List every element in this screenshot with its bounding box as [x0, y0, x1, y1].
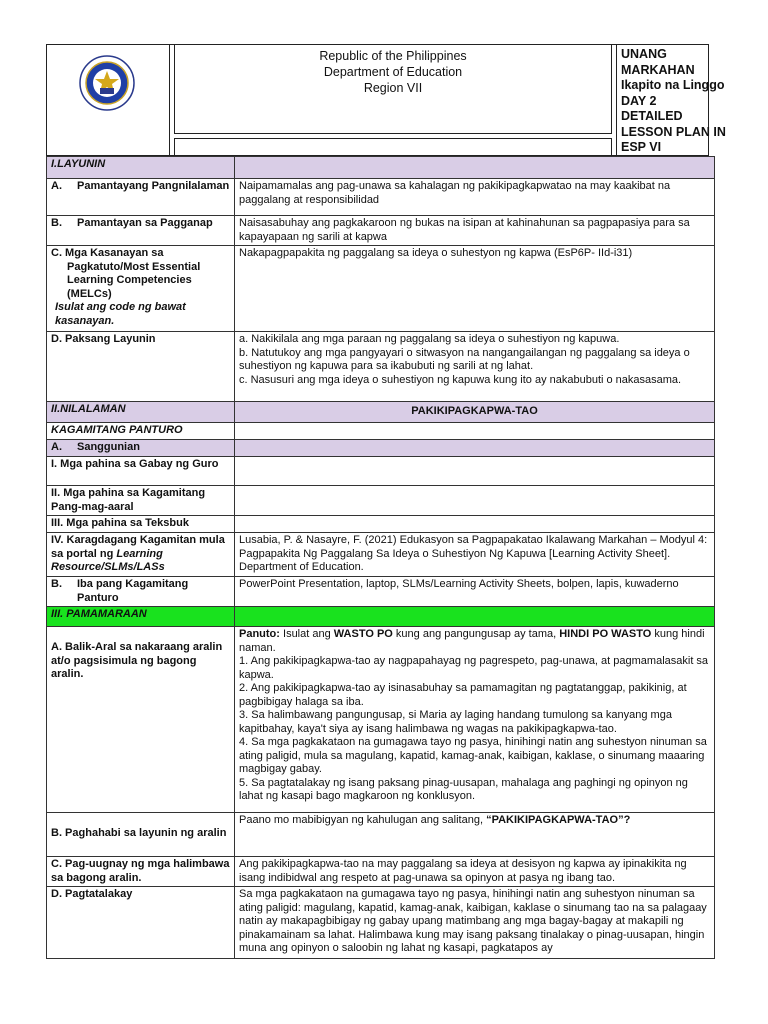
table-row	[47, 813, 715, 857]
table-row	[47, 533, 715, 577]
karagdagang-kagamitan-label: IV. Karagdagang Kagamitan mula sa portal ng Learning Resource/SLMs/LASs	[47, 533, 235, 577]
table-row	[47, 457, 715, 486]
section-heading-layunin: I.LAYUNIN	[47, 157, 235, 179]
kagamitang-mag-aaral-label: II. Mga pahina sa Kagamitang Pang-mag-aaral	[47, 486, 235, 516]
karagdagang-kagamitan-value: Lusabia, P. & Nasayre, F. (2021) Edukasyon sa Pagpapakatao Ikalawang Markahan – Modyul 4: Pagpapakita Ng Paggalang Sa Ideya o Suhestiyon Ng Kapuwa [Learning Activity Sheet]. Department of Education.	[235, 533, 715, 577]
list-item: 5. Sa pagtatalakay ng isang paksang pinag-uusapan, mahalaga ang paghingi ng opinyon ng lahat ng kasapi bago magkaroon ng konklusyon.	[239, 776, 688, 802]
table-row	[47, 486, 715, 516]
table-row	[47, 857, 715, 887]
list-item: 2. Ang pakikipagkapwa-tao ay isinasabuhay sa pamamagitan ng pagtatanggap, pakikinig, at pagbibigay halaga sa iba.	[239, 682, 687, 708]
teksbuk-label: III. Mga pahina sa Teksbuk	[47, 516, 235, 533]
list-item: 1. Ang pakikipagkapwa-tao ay nagpapahayag ng pagrespeto, pag-unawa, at pagmamalasakit sa kapwa.	[239, 655, 709, 681]
pag-uugnay-value: Ang pakikipagkapwa-tao na may paggalang sa ideya at desisyon ng kapwa ay ipinakikita ng isang indibidwal ang respeto at pag-unawa sa opinyon at pasya ng ibang tao.	[235, 857, 715, 887]
department-line: Department of Education	[323, 65, 463, 79]
pamantayang-pangnilalaman-label: A. Pamantayang Pangnilalaman	[47, 179, 235, 216]
pamantayang-pangnilalaman-value: Naipamamalas ang pag-unawa sa kahalagan ng pakikipagkapwatao na may kaakibat na paggalang at responsibilidad	[235, 179, 715, 216]
table-row	[47, 627, 715, 813]
quarter-line-1: UNANG	[621, 47, 667, 61]
quarter-line-2: MARKAHAN	[621, 62, 695, 77]
agency-heading	[175, 48, 611, 96]
region-line: Region VII	[363, 81, 423, 95]
table-row	[47, 216, 715, 246]
header-center-cell	[170, 45, 616, 155]
plan-type-line-1: DETAILED	[621, 109, 683, 123]
sanggunian-label: A. Sanggunian	[47, 440, 235, 457]
paghahabi-label: B. Paghahabi sa layunin ng aralin	[47, 813, 235, 857]
section-heading-pamamaraan: III. PAMAMARAAN	[47, 607, 235, 627]
day-line: DAY 2	[621, 93, 657, 108]
table-row	[47, 157, 715, 179]
pag-uugnay-label: C. Pag-uugnay ng mga halimbawa sa bagong aralin.	[47, 857, 235, 887]
subject-line: ESP VI	[621, 140, 662, 154]
week-line: Ikapito na Linggo	[621, 78, 725, 92]
list-item: 4. Sa mga pagkakataon na gumagawa tayo ng pasya, hinihingi natin ang suhestyon ninuman sa ating paligid, mula sa magulang, kapatid, kamag-anak, kaibigan, kaklase, o sinumang maaaring magbigay gabay.	[239, 736, 707, 775]
table-row	[47, 887, 715, 959]
pamantayan-sa-pagganap-label: B. Pamantayan sa Pagganap	[47, 216, 235, 246]
pagtatalakay-value: Sa mga pagkakataon na gumagawa tayo ng pasya, hinihingi natin ang suhestyon ninuman sa ating paligid: magulang, kapatid, kamag-anak, kaibigan, kaklase o sinumang tao na sa palagaay natin ay makapagbibigay ng gabay upang matimbang ang mga bagay-bagay at makapili ng pinakamainam sa lahat. Halimbawa kung may isang paksang tinalakay o pinag-uusapan, hingin muna ang opinyon o saloobin ng lahat ng kasapi, pagkatapos ay	[235, 887, 715, 959]
table-row	[47, 179, 715, 216]
logo-cell	[47, 45, 170, 155]
iba-pang-kagamitan-value: PowerPoint Presentation, laptop, SLMs/Learning Activity Sheets, bolpen, lapis, kuwaderno	[235, 577, 715, 607]
melc-note: Isulat ang code ng bawat kasanayan.	[55, 301, 186, 327]
lesson-info-cell	[616, 45, 726, 155]
melc-label: C. Mga Kasanayan sa Pagkatuto/Most Essential Learning Competencies (MELCs) Isulat ang code ng bawat kasanayan.	[47, 246, 235, 332]
list-item: b. Natutukoy ang mga pangyayari o sitwasyon na nangangailangan ng paggalang sa ideya o suhestiyon ng kapuwa para sa ikabubuti ng sarili at ng lahat.	[239, 346, 690, 372]
deped-seal-logo	[79, 55, 135, 111]
table-row	[47, 246, 715, 332]
table-row	[47, 516, 715, 533]
kagamitang-panturo-label: KAGAMITANG PANTURO	[47, 423, 235, 440]
table-row	[47, 332, 715, 402]
nilalaman-value: PAKIKIPAGKAPWA-TAO	[235, 402, 715, 423]
balik-aral-label: A. Balik-Aral sa nakaraang aralin at/o pagsisimula ng bagong aralin.	[47, 627, 235, 813]
panuto-instruction: Panuto: Isulat ang WASTO PO kung ang pangungusap ay tama, HINDI PO WASTO kung hindi naman.	[239, 628, 705, 654]
pagtatalakay-label: D. Pagtatalakay	[47, 887, 235, 959]
table-row	[47, 577, 715, 607]
iba-pang-kagamitan-label: B. Iba pang Kagamitang Panturo	[47, 577, 235, 607]
paksang-layunin-value	[235, 332, 715, 402]
table-row	[47, 402, 715, 423]
paksang-layunin-label: D. Paksang Layunin	[47, 332, 235, 402]
gabay-ng-guro-label: I. Mga pahina sa Gabay ng Guro	[47, 457, 235, 486]
list-item: 3. Sa halimbawang pangungusap, si Maria ay laging handang tumulong sa kanyang mga kapitbahay, kaya't siya ay isang halimbawa ng wagas na pakikipagkapwa-tao.	[239, 709, 672, 735]
paghahabi-value: Paano mo mabibigyan ng kahulugan ang salitang, “PAKIKIPAGKAPWA-TAO”?	[235, 813, 715, 857]
document-header	[46, 44, 726, 156]
list-item: c. Nasusuri ang mga ideya o suhestiyon ng kapuwa kung ito ay nakabubuti o nakasasama.	[239, 373, 682, 386]
republic-line: Republic of the Philippines	[319, 49, 467, 63]
balik-aral-value	[235, 627, 715, 813]
section-heading-nilalaman: II.NILALAMAN	[47, 402, 235, 423]
table-row	[47, 423, 715, 440]
list-item: a. Nakikilala ang mga paraan ng paggalang sa ideya o suhestiyon ng kapuwa.	[239, 333, 620, 345]
melc-value: Nakapagpapakita ng paggalang sa ideya o suhestyon ng kapwa (EsP6P- IId-i31)	[235, 246, 715, 332]
lesson-plan-table	[46, 156, 715, 959]
plan-type-line-2: LESSON PLAN IN	[621, 124, 726, 139]
table-row	[47, 607, 715, 627]
table-row	[47, 440, 715, 457]
pamantayan-sa-pagganap-value: Naisasabuhay ang pagkakaroon ng bukas na isipan at kahinahunan sa pagpapasiya para sa kapayapaan ng sarili at kapwa	[235, 216, 715, 246]
